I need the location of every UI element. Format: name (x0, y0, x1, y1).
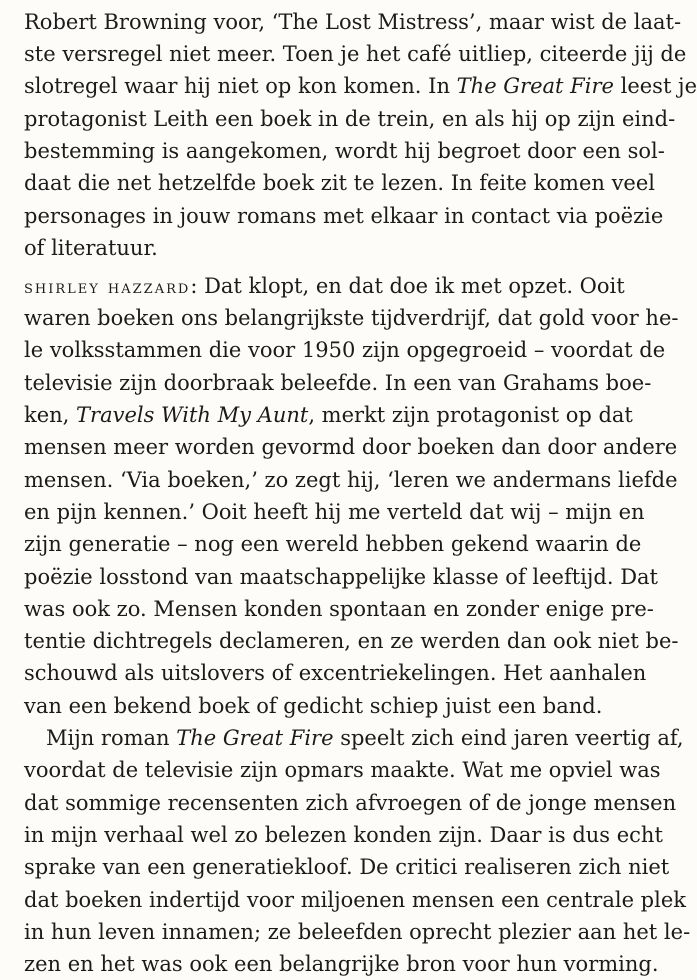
text-line (24, 40, 687, 68)
text-line (24, 234, 624, 262)
text-line (24, 950, 659, 978)
text-segment: schouwd als uitslovers of excentriekelingen. Het aanhalen (24, 661, 647, 685)
text-line (24, 169, 656, 197)
book-title: Travels With My Aunt (76, 403, 309, 427)
text-segment: mensen meer worden gevormd door boeken dan door andere (24, 435, 678, 459)
text-line (24, 789, 677, 817)
text-segment: protagonist Leith een boek in de trein, en als hij op zijn eind- (24, 107, 676, 131)
text-segment: mensen. ‘Via boeken,’ zo zegt hij, ‘leren we andermans liefde (24, 468, 678, 492)
text-line (24, 272, 624, 300)
text-segment: ken, (24, 403, 77, 427)
text-segment: televisie zijn doorbraak beleefde. In een van Grahams boe- (24, 371, 652, 395)
text-segment: ste versregel niet meer. Toen je het café uitliep, citeerde jij de (24, 42, 687, 66)
text-segment: : Dat klopt, en dat doe ik met opzet. Ooit (190, 274, 625, 298)
text-segment: sprake van een generatiekloof. De critici realiseren zich niet (24, 855, 670, 879)
text-line (24, 401, 633, 429)
speaker-name: shirley hazzard (24, 276, 191, 298)
text-segment: leest je (613, 74, 697, 98)
text-line (24, 433, 678, 461)
text-segment: bestemming is aangekomen, wordt hij begroet door een sol- (24, 139, 665, 163)
text-line (24, 918, 691, 946)
text-line (24, 530, 642, 558)
text-line (24, 627, 679, 655)
text-line (46, 724, 684, 752)
text-line (24, 8, 682, 36)
text-segment: dat boeken indertijd voor miljoenen mensen een centrale plek (24, 888, 686, 912)
text-segment: daat die net hetzelfde boek zit te lezen. In feite komen veel (24, 171, 656, 195)
text-segment: dat sommige recensenten zich afvroegen of de jonge mensen (24, 791, 677, 815)
text-segment: le volksstammen die voor 1950 zijn opgegroeid – voordat de (24, 338, 666, 362)
text-line (24, 886, 686, 914)
text-segment: in hun leven innamen; ze beleefden oprecht plezier aan het le- (24, 920, 691, 944)
text-segment: personages in jouw romans met elkaar in contact via poëzie (24, 204, 664, 228)
text-line (24, 202, 664, 230)
text-line (24, 659, 647, 687)
text-segment: of literatuur. (24, 236, 158, 260)
text-line (24, 498, 645, 526)
text-segment: voordat de televisie zijn opmars maakte. Wat me opviel was (24, 758, 661, 782)
text-line (24, 692, 624, 720)
text-segment: speelt zich eind jaren veertig af, (333, 726, 684, 750)
text-line (24, 756, 661, 784)
text-line (24, 563, 658, 591)
book-title: The Great Fire (176, 726, 334, 750)
text-segment: zijn generatie – nog een wereld hebben gekend waarin de (24, 532, 642, 556)
text-line (24, 336, 666, 364)
text-segment: poëzie losstond van maatschappelijke klasse of leeftijd. Dat (24, 565, 658, 589)
text-segment: was ook zo. Mensen konden spontaan en zonder enige pre- (24, 597, 654, 621)
text-line (24, 595, 654, 623)
text-segment: en pijn kennen.’ Ooit heeft hij me verteld dat wij – mijn en (24, 500, 645, 524)
text-line (24, 821, 663, 849)
text-line (24, 466, 678, 494)
text-line (24, 72, 697, 100)
text-line (24, 137, 665, 165)
book-title: The Great Fire (456, 74, 614, 98)
text-segment: in mijn verhaal wel zo belezen konden zijn. Daar is dus echt (24, 823, 663, 847)
text-segment: , merkt zijn protagonist op dat (308, 403, 633, 427)
text-line (24, 369, 652, 397)
text-segment: Mijn roman (46, 726, 177, 750)
text-segment: slotregel waar hij niet op kon komen. In (24, 74, 457, 98)
text-segment: tentie dichtregels declameren, en ze werden dan ook niet be- (24, 629, 679, 653)
text-line (24, 853, 670, 881)
text-line (24, 105, 676, 133)
text-line (24, 304, 679, 332)
text-segment: zen en het was ook een belangrijke bron voor hun vorming. (24, 952, 659, 976)
text-segment: van een bekend boek of gedicht schiep juist een band. (24, 694, 603, 718)
text-segment: Robert Browning voor, ‘The Lost Mistress’, maar wist de laat- (24, 10, 682, 34)
text-segment: waren boeken ons belangrijkste tijdverdrijf, dat gold voor he- (24, 306, 679, 330)
